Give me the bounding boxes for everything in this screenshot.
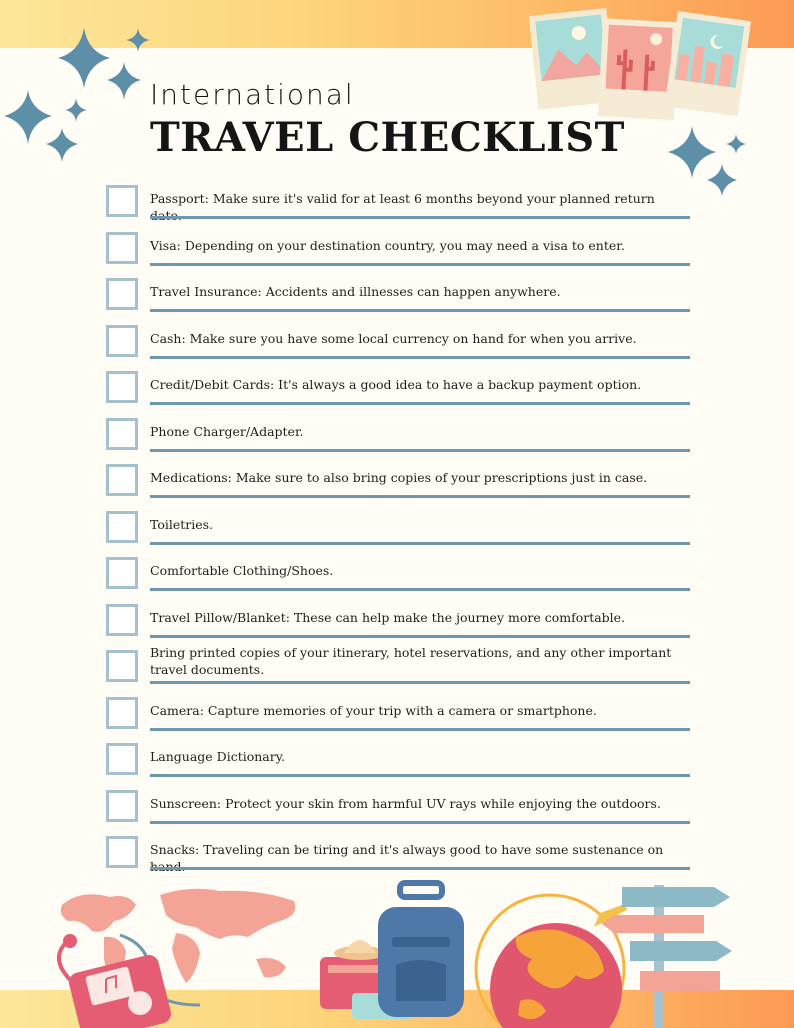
- sparkle-icon: [58, 28, 110, 88]
- checkbox[interactable]: [106, 743, 138, 775]
- checklist-item-text: Language Dictionary.: [150, 749, 286, 764]
- rule-line: [150, 263, 690, 266]
- checkbox[interactable]: [106, 185, 138, 217]
- rule-line: [150, 588, 690, 591]
- checklist-item: [106, 785, 690, 832]
- checkbox[interactable]: [106, 836, 138, 868]
- rule-line: [150, 681, 690, 684]
- checklist-item: [106, 738, 690, 785]
- rule-line: [150, 867, 690, 870]
- checkbox[interactable]: [106, 604, 138, 636]
- page-title: TRAVEL CHECKLIST: [150, 114, 625, 161]
- sparkle-icon-cluster-left: [0, 10, 160, 170]
- checklist-item-text: Toiletries.: [150, 516, 214, 532]
- checklist-item-text: Cash: Make sure you have some local currency on hand for when you arrive.: [150, 330, 637, 346]
- checklist-item: [106, 645, 690, 692]
- sparkle-icon: [707, 164, 737, 196]
- checklist-item: [106, 506, 690, 553]
- rule-line: [150, 635, 690, 638]
- sparkle-icon: [65, 98, 87, 122]
- page-subtitle: International: [150, 78, 355, 111]
- sparkle-icon: [726, 134, 746, 154]
- checkbox[interactable]: [106, 418, 138, 450]
- checklist-item-text: Visa: Depending on your destination country, you may need a visa to enter.: [150, 237, 625, 253]
- sparkle-icon: [668, 126, 716, 178]
- polaroid-photos: [525, 0, 755, 130]
- checkbox[interactable]: [106, 650, 138, 682]
- checklist-item: [106, 227, 690, 274]
- polaroid-city-icon: [664, 11, 751, 116]
- checklist-item-text: Travel Pillow/Blanket: These can help make the journey more comfortable.: [150, 609, 626, 625]
- rule-line: [150, 542, 690, 545]
- checklist-item: [106, 320, 690, 367]
- checklist-item-text: Comfortable Clothing/Shoes.: [150, 563, 334, 578]
- checkbox[interactable]: [106, 511, 138, 543]
- checklist-item: [106, 273, 690, 320]
- checklist-item-text: Bring printed copies of your itinerary, hotel reservations, and any other important travel documents.: [150, 645, 672, 677]
- checklist-item-text: Phone Charger/Adapter.: [150, 423, 304, 439]
- rule-line: [150, 821, 690, 824]
- checkbox[interactable]: [106, 232, 138, 264]
- checklist-item: [106, 831, 690, 878]
- checklist-item: [106, 180, 690, 227]
- checklist-item: [106, 366, 690, 413]
- checklist-item-text: Medications: Make sure to also bring copies of your prescriptions just in case.: [150, 470, 648, 485]
- checklist-item: [106, 692, 690, 739]
- checklist-item-text: Camera: Capture memories of your trip with a camera or smartphone.: [150, 702, 597, 718]
- rule-line: [150, 356, 690, 359]
- checkbox[interactable]: [106, 371, 138, 403]
- checklist-item-text: Credit/Debit Cards: It's always a good idea to have a backup payment option.: [150, 377, 642, 392]
- sparkle-icon: [46, 128, 78, 162]
- sparkle-icon: [126, 28, 150, 52]
- rule-line: [150, 495, 690, 498]
- rule-line: [150, 728, 690, 731]
- rule-line: [150, 216, 690, 219]
- checklist-item: [106, 552, 690, 599]
- travel-checklist: [106, 180, 690, 878]
- backpack-icon: [378, 883, 464, 1017]
- checkbox[interactable]: [106, 790, 138, 822]
- checkbox[interactable]: [106, 278, 138, 310]
- checkbox[interactable]: [106, 697, 138, 729]
- sparkle-icon: [107, 62, 141, 100]
- checklist-item-text: Sunscreen: Protect your skin from harmful UV rays while enjoying the outdoors.: [150, 795, 661, 811]
- checkbox[interactable]: [106, 464, 138, 496]
- checkbox[interactable]: [106, 557, 138, 589]
- sparkle-icon: [4, 90, 52, 144]
- rule-line: [150, 449, 690, 452]
- checklist-item: [106, 459, 690, 506]
- rule-line: [150, 402, 690, 405]
- rule-line: [150, 774, 690, 777]
- rule-line: [150, 309, 690, 312]
- checklist-item-text: Passport: Make sure it's valid for at least 6 months beyond your planned return: [150, 191, 655, 206]
- checklist-item: [106, 599, 690, 646]
- travel-illustrations: [0, 875, 794, 1028]
- globe-icon: [476, 895, 628, 1028]
- checklist-item-text: Snacks: Traveling can be tiring and it's always good to have some sustenance on: [150, 842, 664, 857]
- checkbox[interactable]: [106, 325, 138, 357]
- checklist-item: [106, 413, 690, 460]
- checklist-item-text: Travel Insurance: Accidents and illnesses can happen anywhere.: [150, 284, 561, 299]
